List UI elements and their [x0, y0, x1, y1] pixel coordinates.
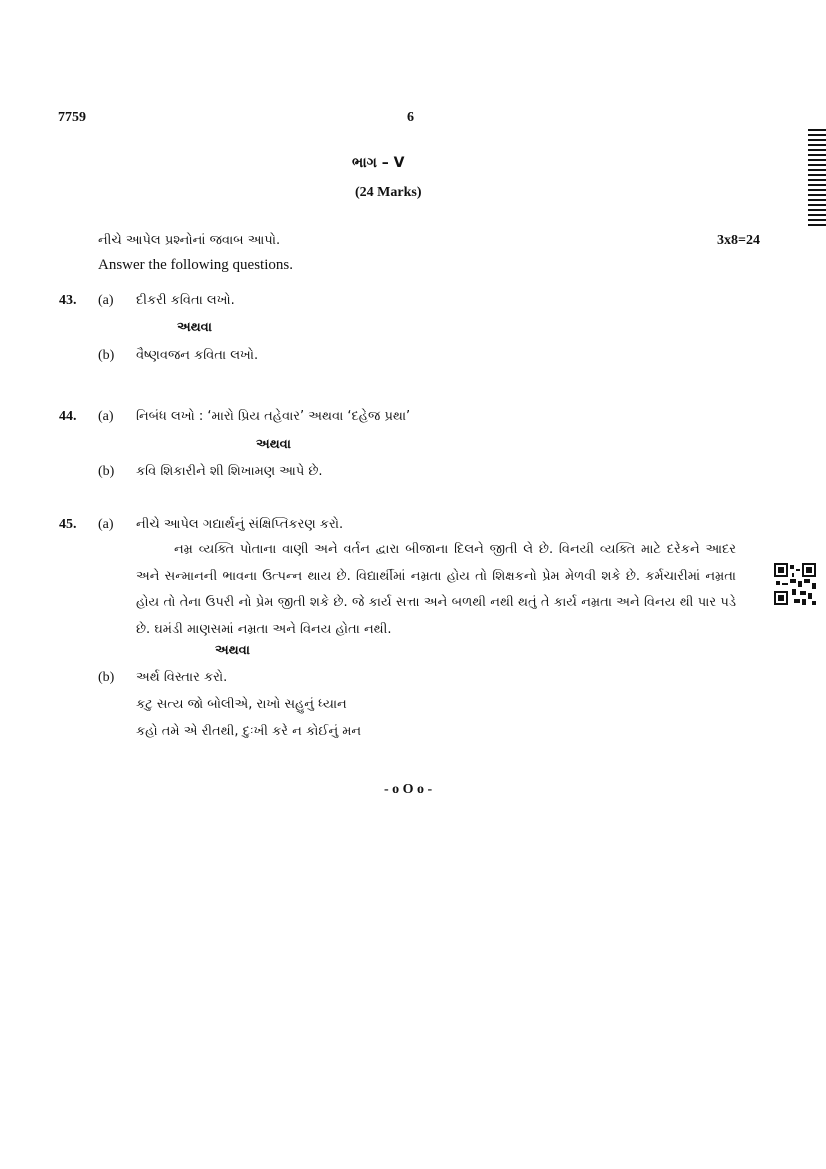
paper-code: 7759	[58, 110, 86, 125]
option-b-label: (b)	[98, 348, 115, 363]
qr-code-icon	[774, 563, 816, 605]
or-label: અથવા	[177, 320, 212, 335]
verse-line-1: કટુ સત્ય જો બોલીએ, રાખો સહુનું ધ્યાન	[136, 697, 347, 712]
section-title: ભાગ – V	[352, 155, 405, 171]
question-number: 45.	[59, 517, 77, 532]
question-number: 44.	[59, 409, 77, 424]
question-43a-text: દીકરી કવિતા લખો.	[136, 293, 235, 308]
question-number: 43.	[59, 293, 77, 308]
instruction-gujarati: નીચે આપેલ પ્રશ્નોનાં જવાબ આપો.	[98, 233, 281, 248]
question-43b-text: વૈષ્ણવજન કવિતા લખો.	[136, 348, 259, 363]
option-b-label: (b)	[98, 464, 115, 479]
barcode-marks	[808, 129, 826, 229]
section-marks: (24 Marks)	[355, 185, 422, 200]
instruction-english: Answer the following questions.	[98, 257, 293, 273]
question-44b-text: કવિ શિકારીને શી શિખામણ આપે છે.	[136, 464, 323, 479]
end-of-paper-mark: - o O o -	[384, 782, 433, 797]
verse-line-2: કહો તમે એ રીતથી, દુઃખી કરે ન કોઈનું મન	[136, 724, 362, 739]
page-number: 6	[407, 110, 414, 125]
question-45b-text: અર્થ વિસ્તાર કરો.	[136, 670, 228, 685]
or-label: અથવા	[215, 643, 250, 658]
question-44a-text: નિબંધ લખો : ‘મારો પ્રિય તહેવાર’ અથવા ‘દહેજ પ્રથા’	[136, 409, 411, 424]
option-a-label: (a)	[98, 517, 114, 532]
marks-scheme: 3x8=24	[717, 233, 760, 248]
option-a-label: (a)	[98, 293, 114, 308]
passage-paragraph: નમ્ર વ્યક્તિ પોતાના વાણી અને વર્તન દ્વારા બીજાના દિલને જીતી લે છે. વિનયી વ્યક્તિ માટે દરેકને આદર અને સન્માનની ભાવના ઉત્પન્ન થાય છે. વિદ્યાર્થીમાં નમ્રતા હોય તો શિક્ષકનો પ્રેમ મેળવી શકે છે. કર્મચારીમાં નમ્રતા હોય તો તેના ઉપરી નો પ્રેમ જીતી શકે છે. જે કાર્ય સત્તા અને બળથી નથી થતું તે કાર્ય નમ્રતા અને વિનય થી પાર પડે છે. ઘમંડી માણસમાં નમ્રતા અને વિનય હોતા નથી.	[136, 542, 736, 637]
or-label: અથવા	[256, 437, 291, 452]
option-b-label: (b)	[98, 670, 115, 685]
question-45a-text: નીચે આપેલ ગદ્યાર્થનું સંક્ષિપ્તિકરણ કરો.	[136, 517, 344, 532]
option-a-label: (a)	[98, 409, 114, 424]
